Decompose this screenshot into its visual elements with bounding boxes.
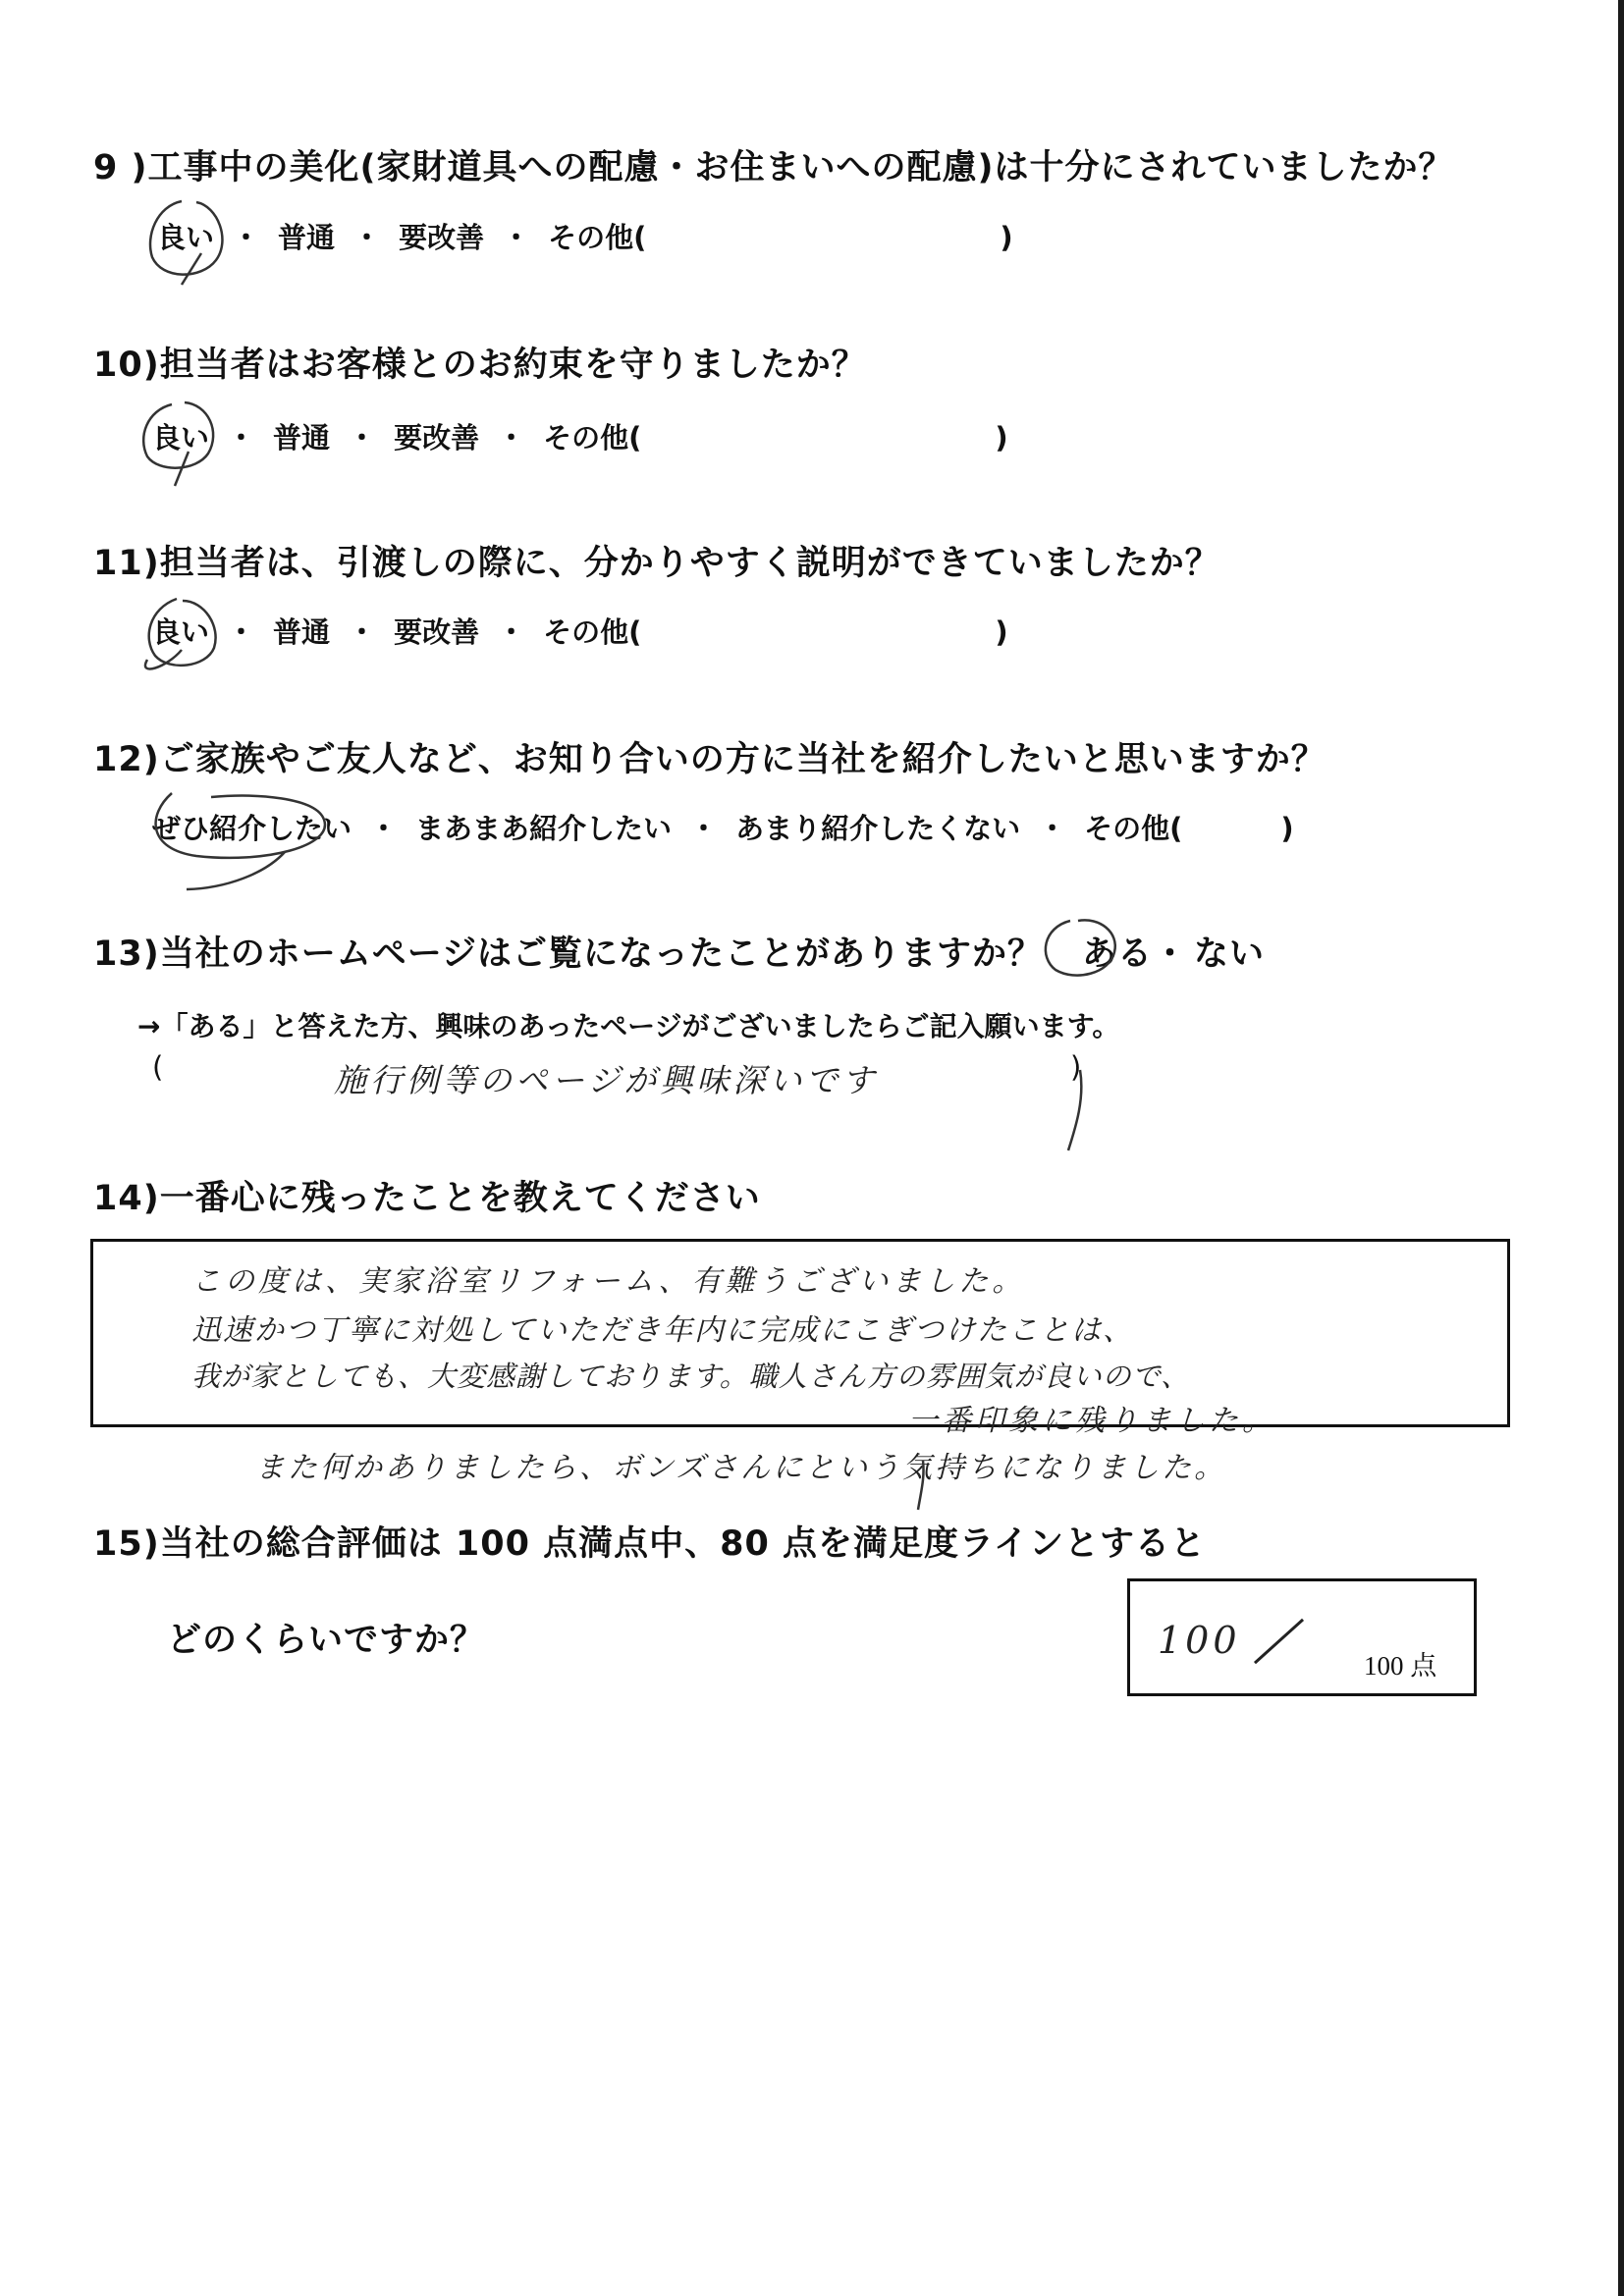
- q13-selection-circle: [1046, 920, 1115, 975]
- q15-handwritten-score: 100: [1158, 1619, 1241, 1662]
- q13-handwriting-tail: [1068, 1070, 1081, 1150]
- question-15-line-2: どのくらいですか？: [167, 1621, 486, 1660]
- q12-option-not-really[interactable]: あまり紹介したくない: [735, 812, 1021, 845]
- q14-handwritten-line-2: 迅速かつ丁寧に対処していただき年内に完成にこぎつけたことは、: [191, 1313, 1134, 1348]
- q9-options: 良い ・ 普通 ・ 要改善 ・ その他( ): [157, 216, 1013, 256]
- q10-option-other[interactable]: その他(: [543, 421, 642, 454]
- q14-handwritten-line-5: また何かありましたら、ボンズさんにという気持ちになりました。: [255, 1451, 1227, 1485]
- q10-option-improve[interactable]: 要改善: [394, 421, 480, 454]
- q10-options: 良い ・ 普通 ・ 要改善 ・ その他( ): [152, 416, 1008, 456]
- q13-answer-no[interactable]: ない: [1194, 934, 1266, 974]
- q10-close-paren: ): [995, 421, 1008, 454]
- q12-option-definitely[interactable]: ぜひ紹介したい: [152, 812, 352, 845]
- q9-option-good[interactable]: 良い: [157, 221, 215, 254]
- question-11: 11)担当者は、引渡しの際に、分かりやすく説明ができていましたか？: [93, 544, 1220, 583]
- question-10: 10)担当者はお客様とのお約束を守りましたか？: [93, 346, 867, 385]
- q13-answer-yes[interactable]: ある: [1082, 934, 1154, 974]
- q10-selection-circle: [143, 402, 213, 486]
- q9-selection-circle: [150, 201, 222, 285]
- q11-option-good[interactable]: 良い: [152, 615, 210, 649]
- question-13: 13)当社のホームページはご覧になったことがありますか？ ある・ ない: [93, 934, 1266, 974]
- q9-close-paren: ): [1000, 221, 1013, 254]
- question-15-line-1: 15)当社の総合評価は 100 点満点中、80 点を満足度ラインとすると: [93, 1524, 1206, 1564]
- q13-open-paren: (: [152, 1050, 164, 1084]
- q9-option-improve[interactable]: 要改善: [399, 221, 485, 254]
- q14-handwriting-tail: [918, 1461, 924, 1510]
- question-14: 14)一番心に残ったことを教えてください: [93, 1179, 761, 1218]
- q13-handwritten-answer: 施行例等のページが興味深いです: [334, 1061, 879, 1099]
- q14-handwritten-line-3: 我が家としても、大変感謝しております。職人さん方の雰囲気が良いので、: [191, 1360, 1191, 1393]
- q11-option-improve[interactable]: 要改善: [394, 615, 480, 649]
- q14-handwritten-line-1: この度は、実家浴室リフォーム、有難うございました。: [191, 1264, 1026, 1299]
- question-9: 9 )工事中の美化(家財道具への配慮・お住まいへの配慮)は十分にされていましたか？: [93, 148, 1454, 187]
- q11-close-paren: ): [995, 615, 1008, 649]
- q9-option-normal[interactable]: 普通: [278, 221, 336, 254]
- q11-option-normal[interactable]: 普通: [273, 615, 331, 649]
- q9-option-other[interactable]: その他(: [548, 221, 647, 254]
- q15-score-unit: 100 点: [1364, 1651, 1437, 1681]
- q11-options: 良い ・ 普通 ・ 要改善 ・ その他( ): [152, 611, 1008, 651]
- q12-close-paren: ): [1280, 812, 1294, 845]
- q10-option-good[interactable]: 良い: [152, 421, 210, 454]
- question-12: 12)ご家族やご友人など、お知り合いの方に当社を紹介したいと思いますか？: [93, 740, 1326, 779]
- q12-option-other[interactable]: その他(: [1084, 812, 1183, 845]
- q13-question-text: 13)当社のホームページはご覧になったことがありますか？: [93, 934, 1044, 974]
- q13-close-paren: ): [1070, 1050, 1082, 1084]
- q12-selection-circle: [156, 793, 325, 889]
- q11-option-other[interactable]: その他(: [543, 615, 642, 649]
- q14-handwritten-line-4: 一番印象に残りました。: [908, 1404, 1275, 1438]
- q11-selection-circle: [145, 599, 216, 668]
- q10-option-normal[interactable]: 普通: [273, 421, 331, 454]
- q13-followup: →「ある」と答えた方、興味のあったページがございましたらご記入願います。: [137, 1010, 1120, 1042]
- q12-options: ぜひ紹介したい ・ まあまあ紹介したい ・ あまり紹介したくない ・ その他( ): [152, 807, 1294, 847]
- q12-option-somewhat[interactable]: まあまあ紹介したい: [415, 812, 673, 845]
